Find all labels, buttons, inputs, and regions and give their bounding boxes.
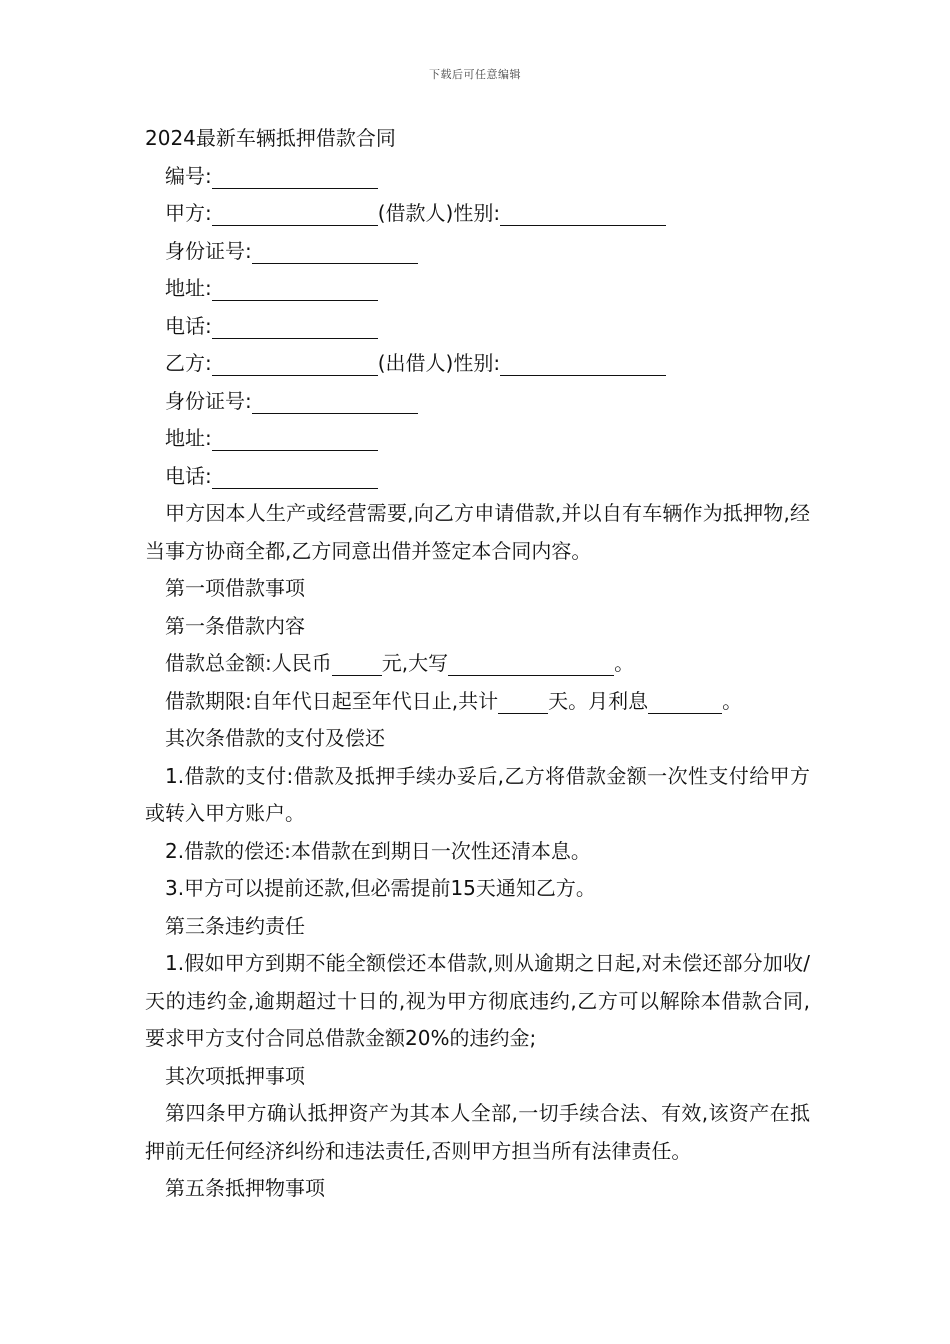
party-b-row xyxy=(145,345,810,383)
section-2-heading: 其次项抵押事项 xyxy=(165,1063,305,1088)
party-a-role: (借款人)性别: xyxy=(377,201,501,225)
party-a-id-label: 身份证号: xyxy=(165,238,252,263)
loan-term-mid: 天。月利息 xyxy=(548,688,649,713)
section-1-heading: 第一项借款事项 xyxy=(165,576,305,600)
party-b-gender-blank[interactable] xyxy=(500,353,666,376)
intro-paragraph: 甲方因本人生产或经营需要,向乙方申请借款,并以自有车辆作为抵押物,经当事方协商全都,乙方同意出借并签定本合同内容。 xyxy=(145,501,810,563)
page-header: 下载后可任意编辑 xyxy=(429,68,521,81)
loan-days-blank[interactable] xyxy=(498,691,548,714)
contract-document xyxy=(145,120,810,1208)
party-a-address-label: 地址: xyxy=(165,276,212,300)
party-b-id-row xyxy=(145,383,810,421)
article-5-heading: 第五条抵押物事项 xyxy=(165,1176,325,1200)
article-3-heading: 第三条违约责任 xyxy=(165,913,305,938)
party-b-phone-label: 电话: xyxy=(165,463,212,488)
loan-amount-end: 。 xyxy=(614,651,635,675)
contract-number-label: 编号: xyxy=(165,163,212,188)
loan-amount-row xyxy=(145,645,810,683)
party-a-phone-blank[interactable] xyxy=(212,316,378,339)
party-b-label: 乙方: xyxy=(165,351,212,375)
party-b-id-blank[interactable] xyxy=(252,391,418,414)
party-a-name-blank[interactable] xyxy=(212,203,378,226)
contract-number-blank[interactable] xyxy=(212,166,378,189)
loan-term-end: 。 xyxy=(722,688,743,713)
monthly-interest-blank[interactable] xyxy=(648,691,722,714)
party-a-id-blank[interactable] xyxy=(252,241,418,264)
article-1-heading: 第一条借款内容 xyxy=(165,613,305,638)
clause-2-2: 2.借款的偿还:本借款在到期日一次性还清本息。 xyxy=(165,838,591,863)
party-b-address-blank[interactable] xyxy=(212,428,378,451)
loan-amount-blank[interactable] xyxy=(332,653,382,676)
clause-2-3: 3.甲方可以提前还款,但必需提前15天通知乙方。 xyxy=(165,876,596,900)
party-b-phone-blank[interactable] xyxy=(212,466,378,489)
party-b-role: (出借人)性别: xyxy=(377,351,501,375)
loan-amount-mid: 元,大写 xyxy=(381,651,449,675)
party-b-address-label: 地址: xyxy=(165,426,212,450)
contract-title: 2024最新车辆抵押借款合同 xyxy=(145,126,396,150)
contract-number-row xyxy=(145,158,810,196)
party-b-phone-row xyxy=(145,458,810,496)
loan-term-row xyxy=(145,683,810,721)
clause-3-1: 1.假如甲方到期不能全额偿还本借款,则从逾期之日起,对未偿还部分加收/天的违约金,逾期超过十日的,视为甲方彻底违约,乙方可以解除本借款合同,要求甲方支付合同总借款金额20%的违约金; xyxy=(145,951,810,1050)
loan-term-prefix: 借款期限:自年代日起至年代日止,共计 xyxy=(165,688,499,713)
party-a-address-blank[interactable] xyxy=(212,278,378,301)
loan-amount-prefix: 借款总金额:人民币 xyxy=(165,651,332,675)
party-a-address-row xyxy=(145,270,810,308)
clause-2-1: 1.借款的支付:借款及抵押手续办妥后,乙方将借款金额一次性支付给甲方或转入甲方账户。 xyxy=(145,763,810,825)
party-b-id-label: 身份证号: xyxy=(165,388,252,413)
party-a-id-row xyxy=(145,233,810,271)
article-4-paragraph: 第四条甲方确认抵押资产为其本人全部,一切手续合法、有效,该资产在抵押前无任何经济纠纷和违法责任,否则甲方担当所有法律责任。 xyxy=(145,1101,810,1163)
loan-amount-words-blank[interactable] xyxy=(448,653,614,676)
party-a-phone-row xyxy=(145,308,810,346)
party-a-label: 甲方: xyxy=(165,201,212,225)
party-b-name-blank[interactable] xyxy=(212,353,378,376)
article-2-heading: 其次条借款的支付及偿还 xyxy=(165,726,385,750)
party-a-phone-label: 电话: xyxy=(165,313,212,338)
party-b-address-row xyxy=(145,420,810,458)
party-a-row xyxy=(145,195,810,233)
party-a-gender-blank[interactable] xyxy=(500,203,666,226)
